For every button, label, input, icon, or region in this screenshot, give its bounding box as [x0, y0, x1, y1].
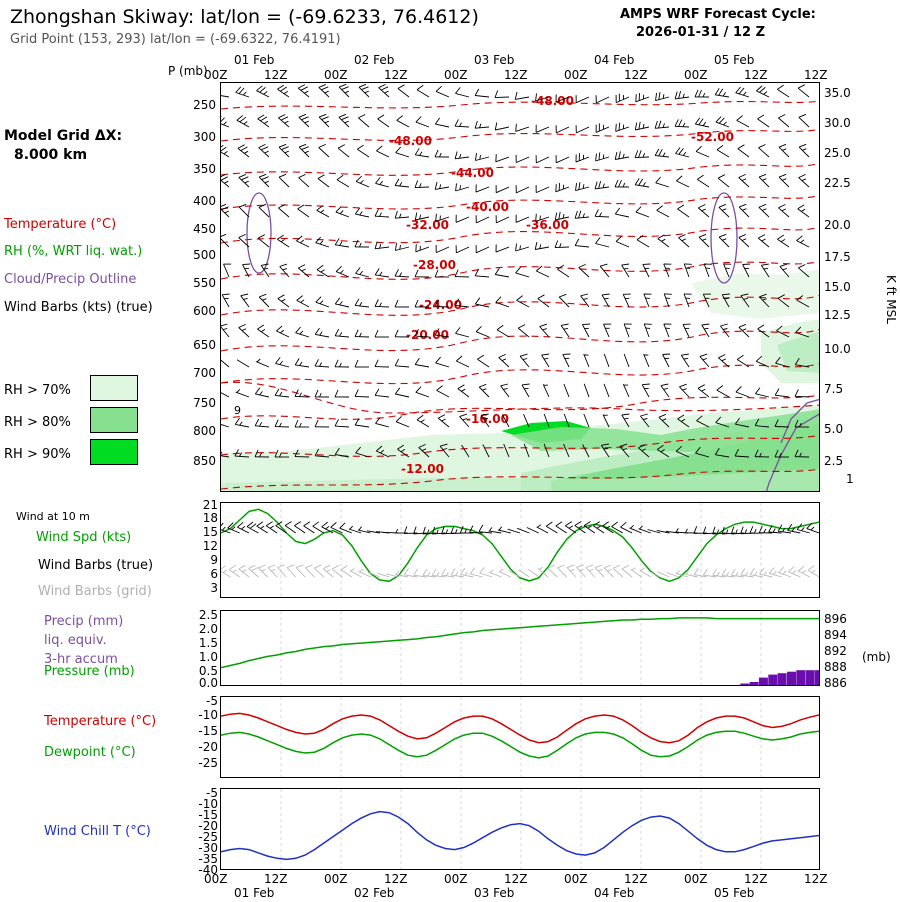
legend-cloud-precip: Cloud/Precip Outline [4, 272, 136, 287]
precip-label-2: liq. equiv. [44, 633, 107, 648]
precip-label: Precip (mm) [44, 614, 123, 629]
wind-barbs-grid-label: Wind Barbs (grid) [38, 584, 152, 599]
svg-text:-12.00: -12.00 [401, 462, 444, 476]
grid-point-subtitle: Grid Point (153, 293) lat/lon = (-69.6322, 76.4191) [10, 32, 341, 47]
legend-rh80-label: RH > 80% [4, 415, 71, 430]
svg-text:-36.00: -36.00 [526, 218, 569, 232]
legend-wind-barbs: Wind Barbs (kts) (true) [4, 300, 153, 315]
grid [281, 789, 761, 869]
precip-pressure-plot [221, 611, 819, 685]
bottom-date-axis: 01 Feb 02 Feb 03 Feb 04 Feb 05 Feb [220, 886, 820, 902]
height-axis-labels: 35.0 30.0 25.0 22.5 20.0 17.5 15.0 12.5 10.0 7.5 5.0 2.5 1 [824, 82, 868, 492]
wind-barbs-overlay [221, 83, 820, 492]
cross-section-plot [220, 82, 820, 492]
windchill-panel-label: Wind Chill T (°C) [44, 824, 151, 839]
pressure-axis-title: P (mb) [168, 64, 208, 78]
page-title: Zhongshan Skiway: lat/lon = (-69.6233, 76.4612) [10, 6, 479, 28]
svg-text:-48.00: -48.00 [389, 134, 432, 148]
wind-speed-panel [220, 502, 820, 598]
svg-text:-48.00: -48.00 [531, 94, 574, 108]
top-date-axis: 01 Feb 02 Feb 03 Feb 04 Feb 05 Feb [220, 53, 820, 67]
legend-temperature: Temperature (°C) [4, 217, 116, 232]
temp-yaxis: -5 -10 -15 -20 -25 [186, 694, 218, 778]
dewpoint-panel-label: Dewpoint (°C) [44, 745, 136, 760]
legend-rh90-label: RH > 90% [4, 447, 71, 462]
wind-barbs-true-label: Wind Barbs (true) [38, 558, 153, 573]
svg-text:-28.00: -28.00 [413, 258, 456, 272]
bottom-time-axis: 00Z 12Z 00Z 12Z 00Z 12Z 00Z 12Z 00Z 12Z 12Z [220, 872, 820, 888]
wind-panel-yaxis: 21 18 15 12 9 6 3 [186, 500, 218, 600]
forecast-cycle-value: 2026-01-31 / 12 Z [636, 25, 765, 40]
svg-text:-52.00: -52.00 [691, 130, 734, 144]
top-time-axis: 00Z 12Z 00Z 12Z 00Z 12Z 00Z 12Z 00Z 12Z 12Z [220, 68, 820, 82]
svg-text:-16.00: -16.00 [466, 412, 509, 426]
svg-text:-24.00: -24.00 [419, 298, 462, 312]
wind-chill-panel [220, 788, 820, 870]
svg-text:-44.00: -44.00 [451, 166, 494, 180]
pressure-axis-labels: 250 300 350 400 450 500 550 600 650 700 750 800 850 [178, 82, 216, 492]
temperature-dewpoint-panel [220, 696, 820, 778]
svg-text:-32.00: -32.00 [406, 218, 449, 232]
legend-rh: RH (%, WRT liq. wat.) [4, 244, 142, 259]
grid [281, 697, 761, 777]
temp-dew-plot [221, 697, 819, 777]
right-axis-title: K ft MSL [884, 275, 898, 324]
wind-speed-plot [221, 503, 819, 597]
legend-rh70-swatch [90, 375, 138, 401]
wind-at-10m-label: Wind at 10 m [16, 510, 90, 523]
grid [281, 503, 761, 597]
precip-label-3: 3-hr accum [44, 652, 118, 667]
pressure-units: (mb) [862, 650, 891, 664]
pressure-yaxis: 896 894 892 888 886 [824, 608, 860, 688]
grid-dx-title: Model Grid ΔX: [4, 128, 122, 144]
grid [281, 611, 761, 685]
legend-rh80-swatch [90, 407, 138, 433]
pressure-label: Pressure (mb) [44, 664, 135, 679]
wind-spd-label: Wind Spd (kts) [36, 530, 131, 545]
grid-dx-value: 8.000 km [14, 147, 87, 163]
forecast-cycle-title: AMPS WRF Forecast Cycle: [620, 7, 816, 22]
precip-pressure-panel [220, 610, 820, 686]
wind-chill-plot [221, 789, 819, 869]
svg-text:-20.00: -20.00 [406, 328, 449, 342]
station-marker-left: 9 [234, 404, 241, 417]
windchill-yaxis: -5 -10 -15 -20 -25 -30 -35 -40 [186, 786, 218, 868]
legend-rh90-swatch [90, 439, 138, 465]
legend-rh70-label: RH > 70% [4, 383, 71, 398]
precip-yaxis: 2.5 2.0 1.5 1.0 0.5 0.0 [186, 608, 218, 688]
svg-text:-40.00: -40.00 [466, 200, 509, 214]
temperature-panel-label: Temperature (°C) [44, 714, 156, 729]
